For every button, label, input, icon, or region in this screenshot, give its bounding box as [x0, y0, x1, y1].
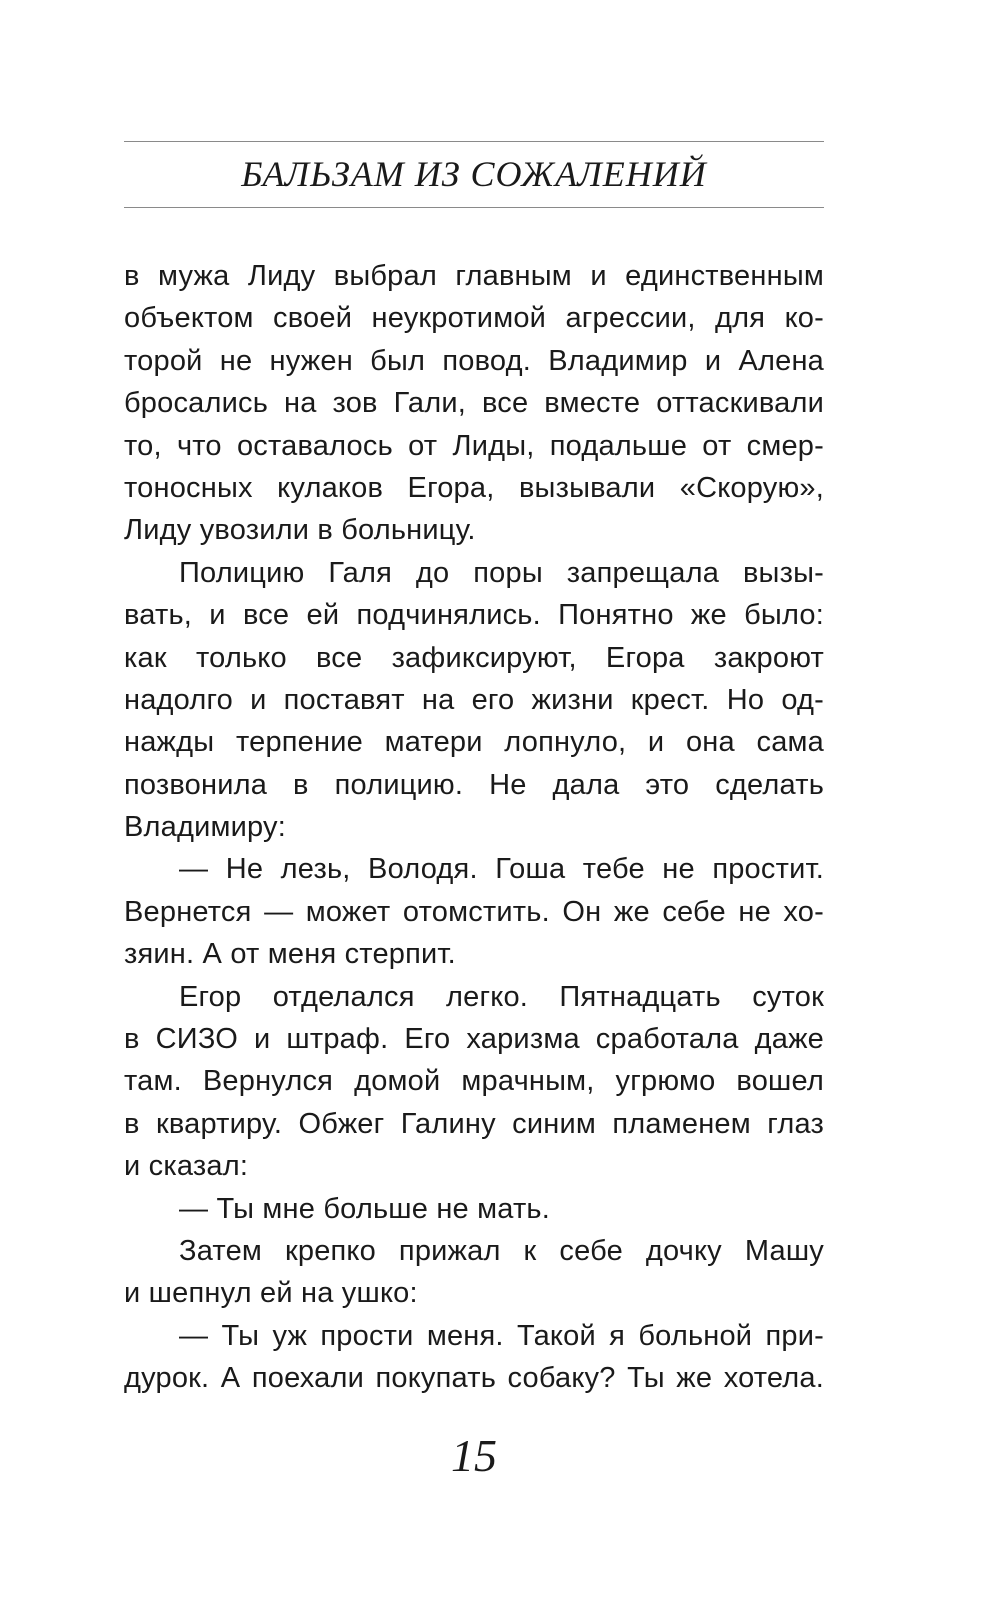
text-line: нажды терпение матери лопнуло, и она сама	[124, 726, 824, 759]
text-line: в мужа Лиду выбрал главным и единственным	[124, 260, 824, 292]
header-rule-bottom	[124, 207, 824, 208]
text-line: — Ты мне больше не мать.	[179, 1192, 550, 1225]
text-line: Полицию Галя до поры запрещала вызы-	[179, 556, 824, 589]
text-line: Лиду увозили в больницу.	[124, 514, 476, 547]
text-line: торой не нужен был повод. Владимир и Алена	[124, 344, 824, 377]
text-line: там. Вернулся домой мрачным, угрюмо вошел	[124, 1065, 824, 1098]
text-line: Затем крепко прижал к себе дочку Машу	[179, 1234, 824, 1267]
text-line: вать, и все ей подчинялись. Понятно же было:	[124, 599, 824, 632]
text-line: в квартиру. Обжег Галину синим пламенем глаз	[124, 1107, 824, 1140]
text-line: — Ты уж прости меня. Такой я больной при-	[179, 1319, 824, 1352]
text-line: Егор отделался легко. Пятнадцать суток	[179, 980, 824, 1013]
text-line: и шепнул ей на ушко:	[124, 1277, 418, 1310]
header-rule-top	[124, 141, 824, 142]
text-line: позвонила в полицию. Не дала это сделать	[124, 768, 824, 801]
text-line: Вернется — может отомстить. Он же себе не хо-	[124, 895, 824, 928]
text-line: зяин. А от меня стерпит.	[124, 938, 456, 971]
text-line: как только все зафиксируют, Егора закроют	[124, 641, 824, 674]
text-line: то, что оставалось от Лиды, подальше от смер-	[124, 429, 824, 462]
text-line: Владимиру:	[124, 811, 287, 844]
body-text	[124, 255, 824, 1400]
text-line: объектом своей неукротимой агрессии, для ко-	[124, 302, 824, 335]
text-line: дурок. А поехали покупать собаку? Ты же хотела.	[124, 1362, 824, 1395]
page-number: 15	[451, 1430, 497, 1481]
running-head: БАЛЬЗАМ ИЗ СОЖАЛЕНИЙ	[241, 154, 707, 194]
text-line: — Не лезь, Володя. Гоша тебе не простит.	[179, 853, 824, 886]
text-line: надолго и поставят на его жизни крест. Но од-	[124, 683, 824, 716]
text-line: и сказал:	[124, 1150, 249, 1183]
text-line: тоносных кулаков Егора, вызывали «Скорую»,	[124, 471, 824, 504]
text-line: в СИЗО и штраф. Его харизма сработала даже	[124, 1023, 824, 1056]
text-line: бросались на зов Гали, все вместе оттаскивали	[124, 387, 824, 420]
